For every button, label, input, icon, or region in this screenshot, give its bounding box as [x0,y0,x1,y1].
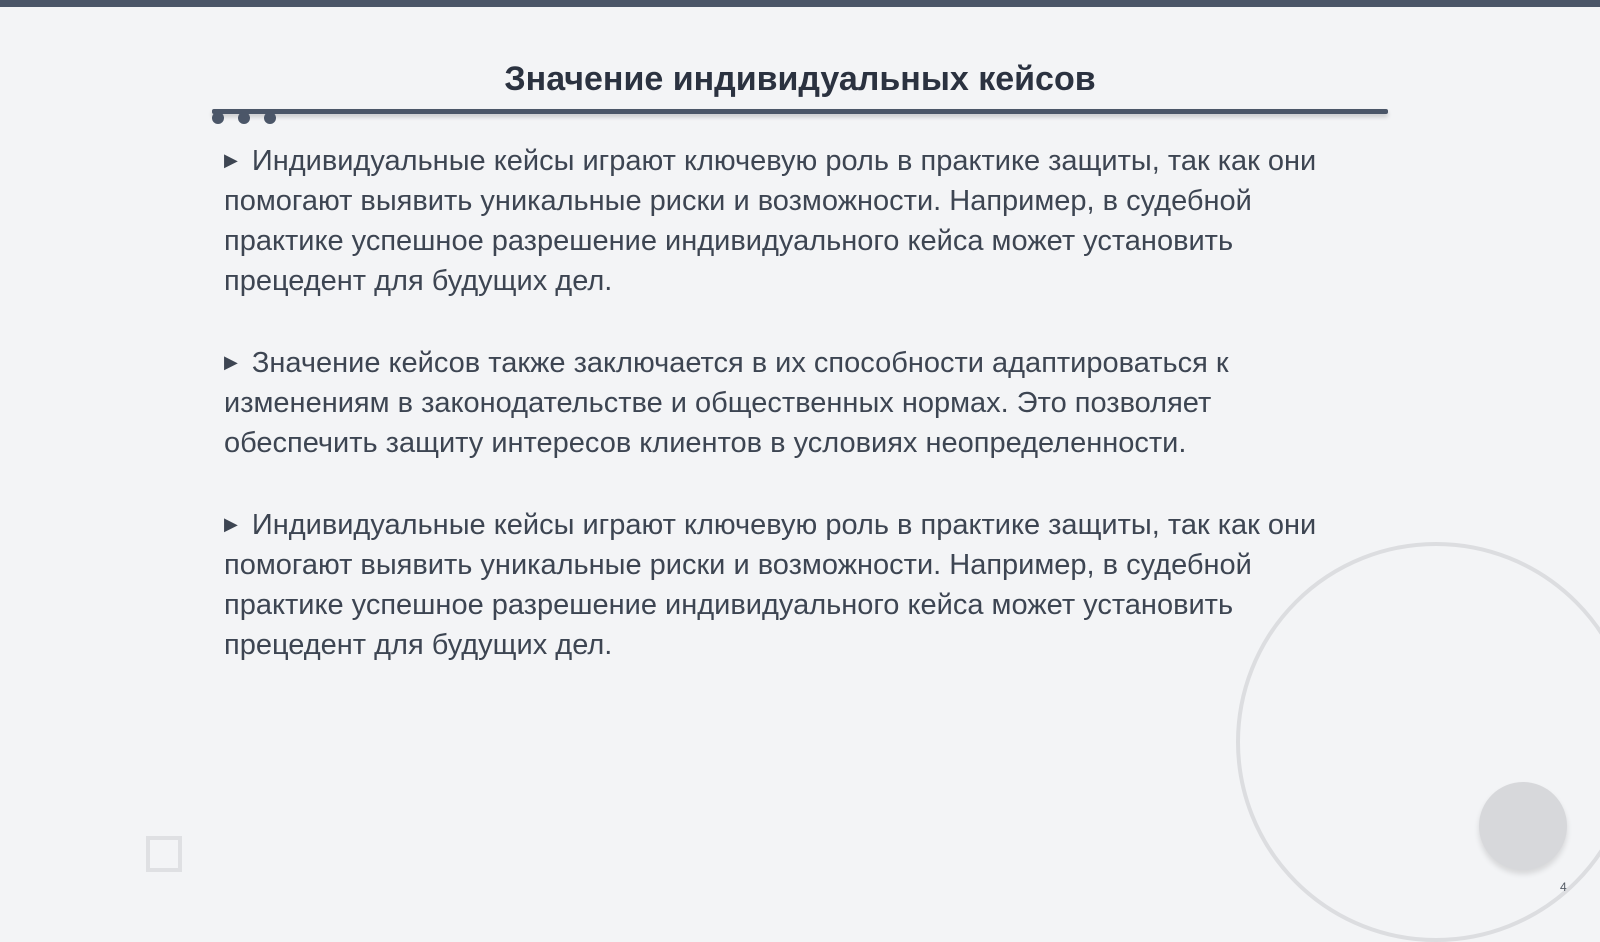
bullet-text: Индивидуальные кейсы играют ключевую роль в практике защиты, так как они помогают выявить уникальные риски и возможности. Например, в судебной практике успешное разрешение индивидуального кейса может установить прецедент для будущих дел. [224,145,1317,297]
bullet-arrow-icon: ▶ [224,150,238,170]
bullet-text: Индивидуальные кейсы играют ключевую роль в практике защиты, так как они помогают выявить уникальные риски и возможности. Например, в судебной практике успешное разрешение индивидуального кейса может установить прецедент для будущих дел. [224,509,1317,661]
top-accent-stripe [0,0,1600,7]
bullet-arrow-icon: ▶ [224,352,238,372]
decorative-dot [264,112,276,124]
bullet-item [224,140,1354,301]
bullet-item [224,342,1354,463]
bullet-list [224,140,1354,706]
bullet-text: Значение кейсов также заключается в их способности адаптироваться к изменениям в законодательстве и общественных нормах. Это позволяет обеспечить защиту интересов клиентов в условиях неопределенности. [224,347,1229,459]
decorative-disc [1479,782,1567,870]
bullet-item [224,504,1354,665]
decorative-dot [238,112,250,124]
slide-title: Значение индивидуальных кейсов [504,60,1096,98]
title-underline [212,109,1388,114]
decorative-square [146,836,182,872]
page-number: 4 [1560,880,1567,894]
bullet-arrow-icon: ▶ [224,514,238,534]
decorative-dot [212,112,224,124]
